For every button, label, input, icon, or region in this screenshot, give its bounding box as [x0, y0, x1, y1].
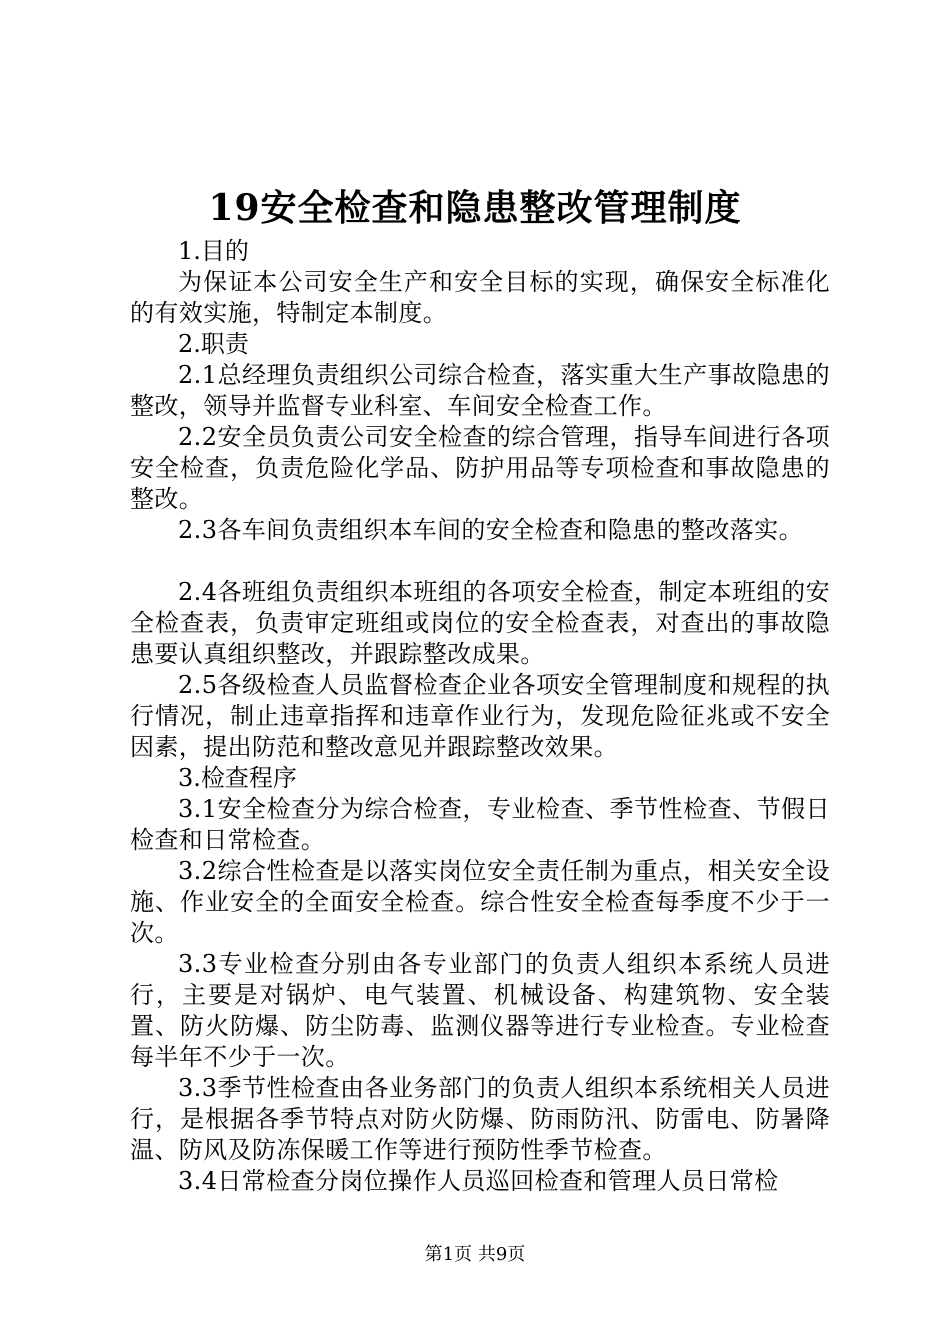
- paragraph-3-3-professional: 3.3专业检查分别由各专业部门的负责人组织本系统人员进行，主要是对锅炉、电气装置、机械设备、构建筑物、安全装置、防火防爆、防尘防毒、监测仪器等进行专业检查。专业检查每半年不少于一次。: [130, 950, 830, 1071]
- paragraph-2-2: 2.2安全员负责公司安全检查的综合管理，指导车间进行各项安全检查，负责危险化学品、防护用品等专项检查和事故隐患的整改。: [130, 423, 830, 513]
- document-body: [130, 236, 830, 1197]
- section-heading-duties: 2.职责: [178, 330, 249, 358]
- paragraph-3-1: 3.1安全检查分为综合检查，专业检查、季节性检查、节假日检查和日常检查。: [130, 795, 830, 854]
- paragraph-purpose: 为保证本公司安全生产和安全目标的实现，确保安全标准化的有效实施，特制定本制度。: [130, 268, 830, 327]
- paragraph-2-4: 2.4各班组负责组织本班组的各项安全检查，制定本班组的安全检查表，负责审定班组或岗位的安全检查表，对查出的事故隐患要认真组织整改，并跟踪整改成果。: [130, 578, 830, 668]
- page-footer: 第1页 共9页: [424, 1244, 526, 1265]
- paragraph-2-3: 2.3各车间负责组织本车间的安全检查和隐患的整改落实。: [178, 516, 803, 544]
- paragraph-3-3-seasonal: 3.3季节性检查由各业务部门的负责人组织本系统相关人员进行，是根据各季节特点对防火防爆、防雨防汛、防雷电、防暑降温、防风及防冻保暖工作等进行预防性季节检查。: [130, 1074, 830, 1164]
- section-heading-purpose: 1.目的: [178, 237, 249, 265]
- paragraph-2-5: 2.5各级检查人员监督检查企业各项安全管理制度和规程的执行情况，制止违章指挥和违章作业行为，发现危险征兆或不安全因素，提出防范和整改意见并跟踪整改效果。: [130, 671, 830, 761]
- paragraph-2-1: 2.1总经理负责组织公司综合检查，落实重大生产事故隐患的整改，领导并监督专业科室、车间安全检查工作。: [130, 361, 830, 420]
- section-heading-procedure: 3.检查程序: [178, 764, 297, 792]
- paragraph-3-2: 3.2综合性检查是以落实岗位安全责任制为重点，相关安全设施、作业安全的全面安全检查。综合性安全检查每季度不少于一次。: [130, 857, 830, 947]
- document-title: 19安全检查和隐患整改管理制度: [208, 187, 742, 229]
- paragraph-3-4: 3.4日常检查分岗位操作人员巡回检查和管理人员日常检: [178, 1167, 779, 1195]
